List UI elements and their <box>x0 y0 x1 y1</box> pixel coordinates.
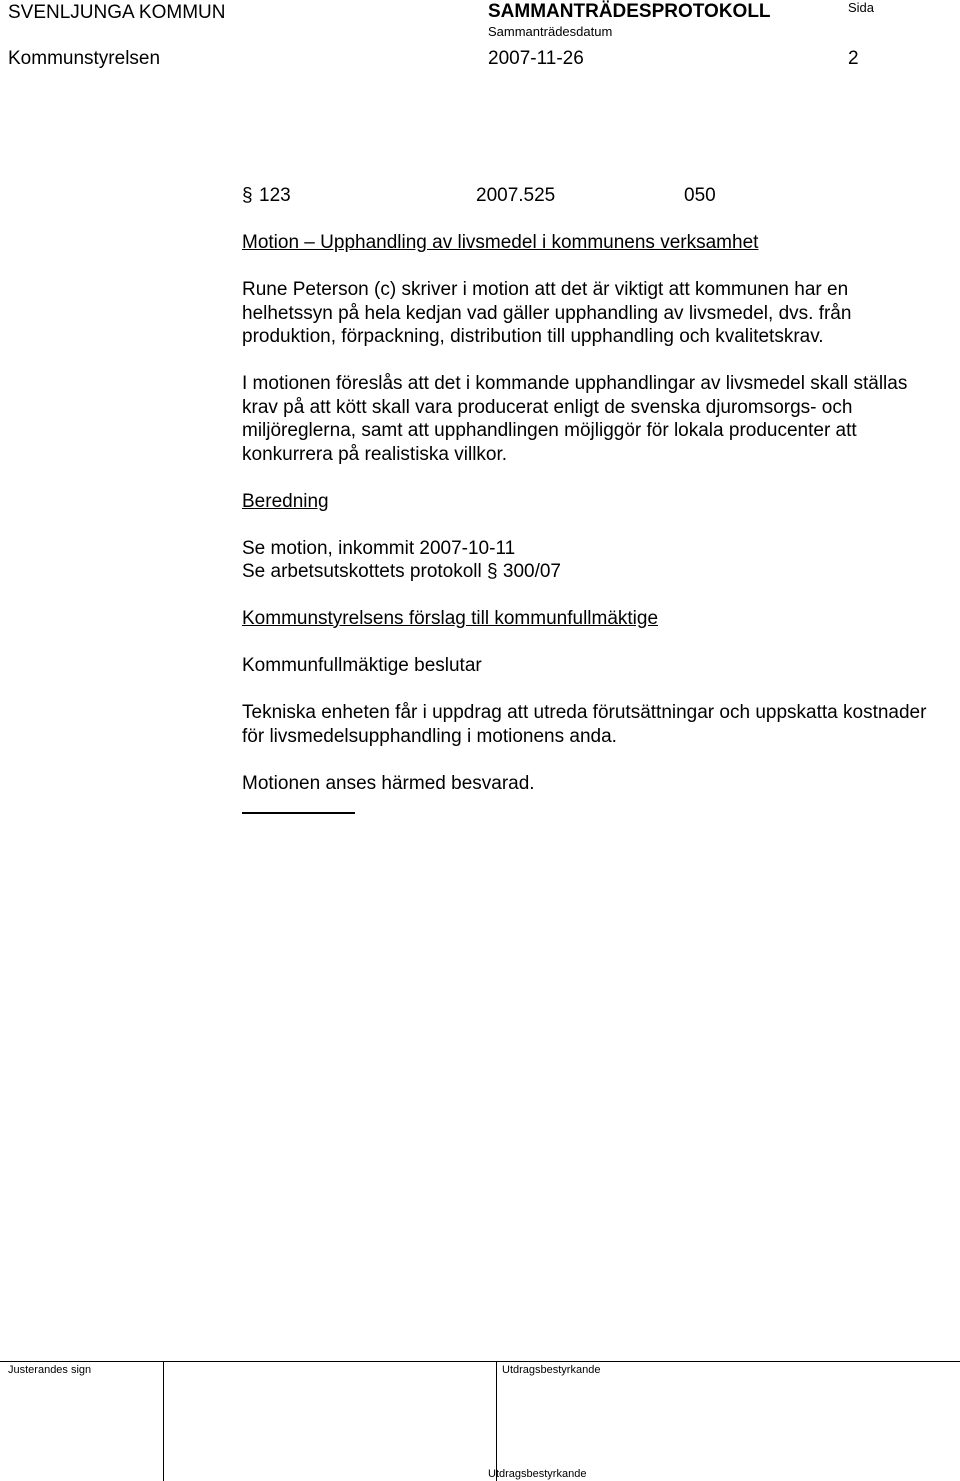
organization-name: SVENLJUNGA KOMMUN <box>8 2 226 23</box>
archive-code: 050 <box>684 185 716 206</box>
beredning-heading: Beredning <box>242 490 329 512</box>
footer-top-rule <box>0 1361 960 1362</box>
beredning-prefix: Se arbetsutskottets protokoll <box>242 561 488 582</box>
footer-signature-box <box>0 1361 960 1481</box>
section-symbol: § <box>487 561 498 582</box>
proposal-heading: Kommunstyrelsens förslag till kommunfullmäktige <box>242 608 659 629</box>
beredning-line-protocol <box>242 560 932 584</box>
paragraph-background: Rune Peterson (c) skriver i motion att det är viktigt att kommunen har en helhetssyn på hela kedjan vad gäller upphandling av livsmedel, dvs. från produktion, förpackning, distribution till upphandling och kvalitetskrav. <box>242 279 852 347</box>
section-symbol: § <box>242 185 253 206</box>
item-title: Motion – Upphandling av livsmedel i kommunens verksamhet <box>242 232 759 253</box>
protocol-item <box>242 184 932 795</box>
document-type: SAMMANTRÄDESPROTOKOLL <box>488 1 771 22</box>
item-reference-line <box>242 184 932 208</box>
decision-text: Tekniska enheten får i uppdrag att utreda förutsättningar och uppskatta kostnader för livsmedelsupphandling i motionens anda. <box>242 702 927 747</box>
page-label: Sida <box>848 0 875 15</box>
meeting-date: 2007-11-26 <box>488 48 584 69</box>
footer-divider-right <box>496 1361 497 1481</box>
page-number: 2 <box>848 48 859 69</box>
paragraph-number: 123 <box>259 185 291 206</box>
committee-name: Kommunstyrelsen <box>8 48 161 69</box>
case-number: 2007.525 <box>476 185 556 206</box>
utdragsbestyrkande-label-bottom: Utdragsbestyrkande <box>488 1468 587 1480</box>
decision-intro: Kommunfullmäktige beslutar <box>242 655 482 676</box>
justerandes-sign-label: Justerandes sign <box>8 1364 92 1376</box>
date-label: Sammanträdesdatum <box>488 24 613 39</box>
footer-divider-left <box>163 1361 164 1481</box>
paragraph-proposal: I motionen föreslås att det i kommande upphandlingar av livsmedel skall ställas krav på att kött skall vara producerat enligt de svenska djuromsorgs- och miljöreglerna, samt att upphandlingen möjliggör för lokala producenter att konkurrera på realistiska villkor. <box>242 373 908 465</box>
conclusion: Motionen anses härmed besvarad. <box>242 772 535 794</box>
beredning-suffix: 300/07 <box>497 561 561 582</box>
utdragsbestyrkande-label-top: Utdragsbestyrkande <box>502 1364 601 1376</box>
end-rule <box>242 812 355 814</box>
beredning-line-motion: Se motion, inkommit 2007-10-11 <box>242 537 516 559</box>
